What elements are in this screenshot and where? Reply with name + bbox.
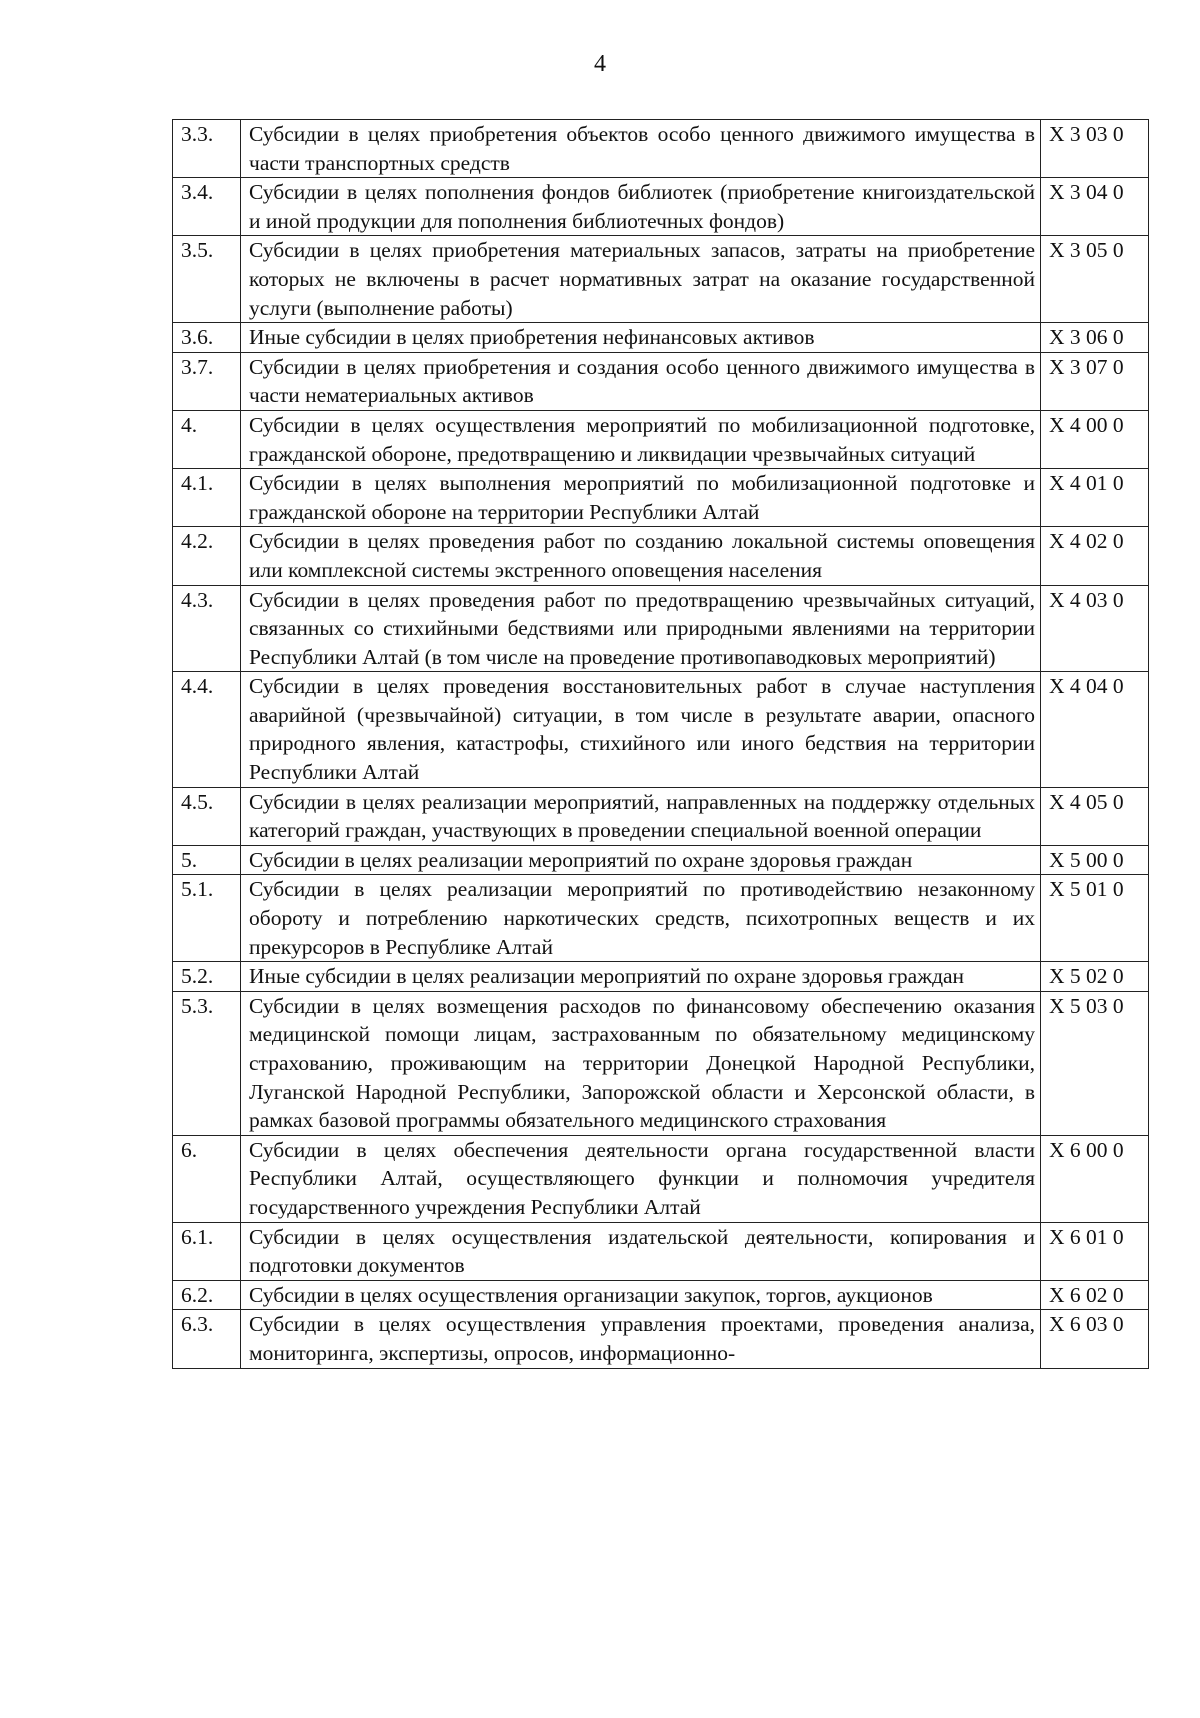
row-code: Х 4 05 0 — [1041, 787, 1149, 845]
row-code: Х 6 01 0 — [1041, 1222, 1149, 1280]
table-row — [173, 469, 1149, 527]
row-description: Иные субсидии в целях реализации мероприятий по охране здоровья граждан — [241, 962, 1041, 992]
row-description: Иные субсидии в целях приобретения нефинансовых активов — [241, 323, 1041, 353]
row-code: Х 3 06 0 — [1041, 323, 1149, 353]
row-code: Х 5 03 0 — [1041, 991, 1149, 1135]
table-row — [173, 178, 1149, 236]
row-description: Субсидии в целях реализации мероприятий по противодействию незаконному обороту и потреблению наркотических средств, психотропных веществ и их прекурсоров в Республике Алтай — [241, 875, 1041, 962]
table-row — [173, 787, 1149, 845]
row-description: Субсидии в целях осуществления издательской деятельности, копирования и подготовки документов — [241, 1222, 1041, 1280]
row-number: 6.2. — [173, 1280, 241, 1310]
table-row — [173, 120, 1149, 178]
table-row — [173, 236, 1149, 323]
table-row — [173, 585, 1149, 672]
row-number: 6.1. — [173, 1222, 241, 1280]
row-number: 5.2. — [173, 962, 241, 992]
row-description: Субсидии в целях приобретения материальных запасов, затраты на приобретение которых не включены в расчет нормативных затрат на оказание государственной услуги (выполнение работы) — [241, 236, 1041, 323]
row-number: 6.3. — [173, 1310, 241, 1368]
subsidy-codes-table — [172, 119, 1149, 1369]
row-description: Субсидии в целях проведения работ по предотвращению чрезвычайных ситуаций, связанных со стихийными бедствиями или природными явлениями на территории Республики Алтай (в том числе на проведение противопаводковых мероприятий) — [241, 585, 1041, 672]
row-code: Х 4 03 0 — [1041, 585, 1149, 672]
row-code: Х 3 05 0 — [1041, 236, 1149, 323]
row-description: Субсидии в целях осуществления организации закупок, торгов, аукционов — [241, 1280, 1041, 1310]
table-row — [173, 527, 1149, 585]
row-description: Субсидии в целях проведения восстановительных работ в случае наступления аварийной (чрезвычайной) ситуации, в том числе в результате аварии, опасного природного явления, катастрофы, стихийного или иного бедствия на территории Республики Алтай — [241, 672, 1041, 787]
row-number: 3.3. — [173, 120, 241, 178]
table-row — [173, 672, 1149, 787]
row-code: Х 4 04 0 — [1041, 672, 1149, 787]
row-code: Х 4 01 0 — [1041, 469, 1149, 527]
row-description: Субсидии в целях пополнения фондов библиотек (приобретение книгоиздательской и иной продукции для пополнения библиотечных фондов) — [241, 178, 1041, 236]
row-description: Субсидии в целях осуществления управления проектами, проведения анализа, мониторинга, экспертизы, опросов, информационно- — [241, 1310, 1041, 1368]
row-number: 6. — [173, 1135, 241, 1222]
row-code: Х 5 00 0 — [1041, 845, 1149, 875]
table-row — [173, 352, 1149, 410]
row-number: 4.3. — [173, 585, 241, 672]
row-code: Х 3 07 0 — [1041, 352, 1149, 410]
row-code: Х 6 02 0 — [1041, 1280, 1149, 1310]
row-code: Х 5 02 0 — [1041, 962, 1149, 992]
table-row — [173, 410, 1149, 468]
row-number: 4.1. — [173, 469, 241, 527]
table-row — [173, 1310, 1149, 1368]
table-row — [173, 1222, 1149, 1280]
table-row — [173, 991, 1149, 1135]
row-number: 3.6. — [173, 323, 241, 353]
row-description: Субсидии в целях реализации мероприятий по охране здоровья граждан — [241, 845, 1041, 875]
row-number: 4. — [173, 410, 241, 468]
row-number: 4.5. — [173, 787, 241, 845]
row-description: Субсидии в целях осуществления мероприятий по мобилизационной подготовке, гражданской обороне, предотвращению и ликвидации чрезвычайных ситуаций — [241, 410, 1041, 468]
row-number: 3.7. — [173, 352, 241, 410]
table-row — [173, 1280, 1149, 1310]
row-description: Субсидии в целях приобретения объектов особо ценного движимого имущества в части транспортных средств — [241, 120, 1041, 178]
row-code: Х 5 01 0 — [1041, 875, 1149, 962]
table-row — [173, 845, 1149, 875]
row-description: Субсидии в целях выполнения мероприятий по мобилизационной подготовке и гражданской обороне на территории Республики Алтай — [241, 469, 1041, 527]
row-number: 5. — [173, 845, 241, 875]
row-number: 3.5. — [173, 236, 241, 323]
row-number: 4.4. — [173, 672, 241, 787]
row-number: 3.4. — [173, 178, 241, 236]
table-row — [173, 875, 1149, 962]
table-row — [173, 323, 1149, 353]
row-number: 4.2. — [173, 527, 241, 585]
row-code: Х 6 00 0 — [1041, 1135, 1149, 1222]
row-code: Х 3 03 0 — [1041, 120, 1149, 178]
row-description: Субсидии в целях реализации мероприятий, направленных на поддержку отдельных категорий граждан, участвующих в проведении специальной военной операции — [241, 787, 1041, 845]
table-row — [173, 962, 1149, 992]
row-description: Субсидии в целях проведения работ по созданию локальной системы оповещения или комплексной системы экстренного оповещения населения — [241, 527, 1041, 585]
table-row — [173, 1135, 1149, 1222]
row-code: Х 4 02 0 — [1041, 527, 1149, 585]
row-description: Субсидии в целях приобретения и создания особо ценного движимого имущества в части нематериальных активов — [241, 352, 1041, 410]
page-number: 4 — [594, 51, 606, 77]
row-code: Х 6 03 0 — [1041, 1310, 1149, 1368]
row-code: Х 4 00 0 — [1041, 410, 1149, 468]
row-description: Субсидии в целях обеспечения деятельности органа государственной власти Республики Алтай, осуществляющего функции и полномочия учредителя государственного учреждения Республики Алтай — [241, 1135, 1041, 1222]
row-number: 5.3. — [173, 991, 241, 1135]
row-description: Субсидии в целях возмещения расходов по финансовому обеспечению оказания медицинской помощи лицам, застрахованным по обязательному медицинскому страхованию, проживающим на территории Донецкой Народной Республики, Луганской Народной Республики, Запорожской области и Херсонской области, в рамках базовой программы обязательного медицинского страхования — [241, 991, 1041, 1135]
row-code: Х 3 04 0 — [1041, 178, 1149, 236]
row-number: 5.1. — [173, 875, 241, 962]
